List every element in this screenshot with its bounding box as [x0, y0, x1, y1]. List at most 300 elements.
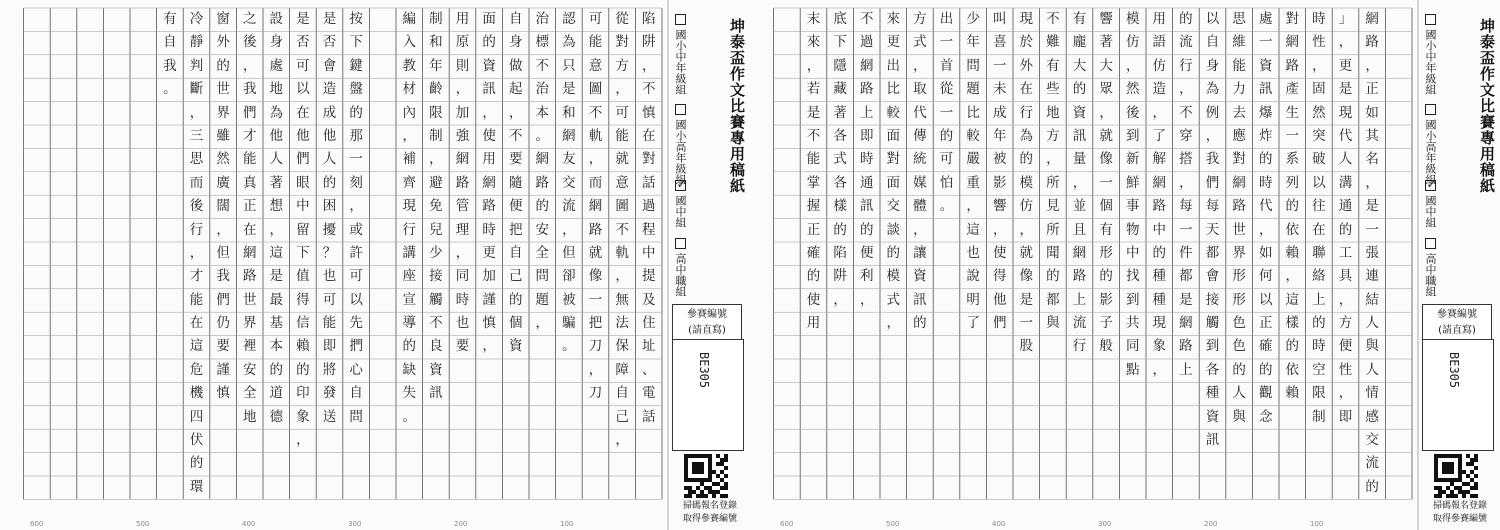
handwritten-character: 斷	[189, 81, 204, 98]
handwritten-character: ，	[562, 221, 576, 238]
handwritten-character: 所	[1046, 221, 1060, 238]
handwritten-character: 管	[455, 198, 470, 215]
handwritten-character: 地	[269, 81, 284, 98]
handwritten-character: 路	[1285, 57, 1300, 74]
handwritten-character: 的	[1232, 361, 1246, 378]
handwritten-character: 設	[269, 11, 284, 27]
handwritten-character: 的	[1152, 244, 1167, 261]
essay-column	[184, 8, 210, 499]
handwritten-character: 一	[1365, 221, 1379, 238]
handwritten-character: 接	[1205, 291, 1220, 308]
handwritten-character: 媒	[913, 174, 927, 191]
handwritten-character: 較	[886, 104, 901, 121]
essay-column	[827, 8, 853, 312]
handwritten-character: 與	[1365, 338, 1379, 355]
handwritten-character: 樣	[833, 198, 847, 215]
handwritten-character: 治	[535, 81, 550, 98]
handwritten-character: 去	[1232, 104, 1246, 121]
handwritten-character: 三	[189, 127, 204, 144]
handwritten-character: 未	[992, 81, 1007, 98]
handwritten-character: 理	[455, 221, 470, 238]
handwritten-character: 通	[859, 174, 874, 191]
handwritten-character: 掌	[806, 174, 821, 191]
checkbox-icon	[1425, 14, 1436, 25]
handwritten-character: 產	[1285, 81, 1300, 98]
handwritten-character: 網	[482, 174, 496, 191]
handwritten-character: 良	[429, 338, 443, 355]
handwritten-character: 龐	[1072, 34, 1087, 51]
handwritten-character: 一	[349, 151, 363, 168]
ruler-mark: 100	[1310, 520, 1324, 528]
sheet-header	[1422, 4, 1498, 526]
handwritten-character: 資	[1258, 57, 1273, 74]
handwritten-character: 擾	[322, 221, 337, 238]
handwritten-character: 。	[402, 408, 417, 425]
essay-column	[907, 8, 933, 335]
handwritten-character: 工	[1338, 244, 1353, 261]
handwritten-character: 制	[429, 127, 443, 144]
handwritten-character: 強	[455, 127, 470, 144]
category-option: 高中職組	[672, 238, 688, 297]
handwritten-character: 與	[1232, 408, 1246, 425]
handwritten-character: 量	[1072, 151, 1087, 168]
handwritten-character: 裡	[242, 338, 257, 355]
handwritten-character: 限	[429, 104, 443, 121]
handwritten-character: 的	[1338, 221, 1353, 238]
handwritten-character: 印	[296, 385, 310, 402]
handwritten-character: 突	[1312, 127, 1326, 144]
category-option: 國小高年級組	[672, 104, 688, 185]
handwritten-character: 爆	[1258, 104, 1273, 121]
handwritten-character: 便	[1338, 338, 1353, 355]
handwritten-character: 用	[482, 151, 496, 168]
handwritten-character: ，	[588, 361, 603, 378]
handwritten-character: ，	[1205, 127, 1220, 144]
handwritten-character: 來	[806, 34, 821, 51]
handwritten-character: 聯	[1312, 244, 1326, 261]
handwritten-character: 列	[1285, 174, 1300, 191]
handwritten-character: 握	[806, 198, 821, 215]
handwritten-character: 正	[242, 198, 257, 215]
essay-column	[529, 8, 555, 335]
essay-column	[317, 8, 343, 429]
handwritten-character: 能	[615, 127, 629, 144]
handwritten-character: 的	[482, 34, 496, 51]
handwritten-character: 交	[562, 174, 576, 191]
handwritten-character: 中	[1152, 221, 1167, 238]
handwritten-character: 面	[886, 174, 901, 191]
handwritten-character: 友	[562, 151, 576, 168]
handwritten-character: 問	[349, 408, 363, 425]
handwritten-character: 用	[455, 11, 470, 27]
handwritten-character: 一	[1258, 34, 1273, 51]
handwritten-character: 有	[1046, 57, 1060, 74]
handwritten-character: 出	[939, 11, 954, 27]
handwritten-character: ，	[1152, 361, 1167, 378]
handwritten-character: 送	[322, 408, 337, 425]
handwritten-character: 認	[562, 11, 576, 27]
handwritten-character: 上	[1179, 361, 1193, 378]
handwritten-character: 具	[1338, 268, 1353, 285]
handwritten-character: 這	[1285, 291, 1300, 308]
handwritten-character: 影	[992, 174, 1007, 191]
handwritten-character: 往	[1312, 198, 1326, 215]
handwritten-character: 以	[1205, 11, 1220, 27]
handwritten-character: 講	[402, 244, 417, 261]
handwritten-character: 界	[242, 315, 257, 332]
handwritten-character: 流	[1072, 315, 1087, 332]
handwritten-character: 慎	[641, 104, 656, 121]
essay-column	[1013, 8, 1039, 359]
handwritten-character: 將	[322, 361, 337, 378]
handwritten-character: 我	[242, 81, 257, 98]
handwritten-character: 提	[641, 268, 656, 285]
handwritten-character: 路	[1179, 338, 1193, 355]
handwritten-character: ，	[189, 244, 204, 261]
handwritten-character: 慎	[482, 315, 496, 332]
handwritten-character: 過	[859, 34, 874, 51]
entry-number-handwritten: BE305	[1447, 352, 1461, 389]
handwritten-character: 的	[806, 268, 821, 285]
handwritten-character: 資	[1205, 408, 1220, 425]
handwritten-character: 名	[1365, 151, 1379, 168]
handwritten-character: ，	[349, 198, 363, 215]
checkbox-icon	[1425, 104, 1436, 115]
essay-column	[1333, 8, 1359, 429]
handwritten-character: 每	[1179, 198, 1193, 215]
handwritten-character: 或	[349, 221, 363, 238]
handwritten-character: 制	[1312, 408, 1326, 425]
handwritten-character: 資	[429, 361, 443, 378]
handwritten-character: 生	[1285, 104, 1300, 121]
handwritten-character: 正	[1258, 315, 1273, 332]
handwritten-character: 和	[429, 34, 443, 51]
handwritten-character: 的	[1312, 315, 1326, 332]
handwritten-character: 較	[966, 127, 980, 144]
handwritten-character: 才	[242, 127, 257, 144]
handwritten-character: 他	[269, 127, 284, 144]
handwritten-character: 共	[1125, 315, 1140, 332]
handwritten-character: 子	[1099, 315, 1113, 332]
handwritten-character: 大	[1099, 57, 1113, 74]
handwritten-character: 性	[1338, 361, 1353, 378]
handwritten-character: 一	[1099, 174, 1113, 191]
entry-number-label: 參賽編號 (請直寫)	[672, 304, 742, 340]
handwritten-character: 找	[1125, 268, 1140, 285]
handwritten-character: ，	[508, 104, 523, 121]
essay-column	[1146, 8, 1172, 382]
handwritten-character: 感	[1365, 408, 1379, 425]
handwritten-character: 網	[242, 244, 257, 261]
handwritten-character: 路	[1232, 198, 1246, 215]
handwritten-character: 並	[1072, 198, 1087, 215]
handwritten-character: 體	[913, 198, 927, 215]
handwritten-character: 也	[322, 268, 337, 285]
handwritten-character: 而	[189, 174, 204, 191]
handwritten-character: ？	[322, 244, 337, 261]
handwritten-character: 代	[1258, 198, 1273, 215]
handwritten-character: 的	[1099, 268, 1113, 285]
handwritten-character: 中	[1125, 244, 1140, 261]
handwritten-character: 在	[1019, 81, 1034, 98]
handwritten-character: 網	[1179, 315, 1193, 332]
handwritten-character: 中	[296, 198, 310, 215]
handwritten-character: 色	[1232, 338, 1246, 355]
category-option: ✓ 國中組	[1422, 180, 1438, 228]
handwritten-character: 觸	[1205, 315, 1220, 332]
handwritten-character: 後	[189, 198, 204, 215]
handwritten-character: 隨	[508, 174, 523, 191]
handwritten-character: 資	[482, 57, 496, 74]
handwritten-character: 面	[482, 11, 496, 27]
handwritten-character: 正	[1365, 81, 1379, 98]
handwritten-character: 行	[1179, 57, 1193, 74]
handwritten-character: 全	[535, 244, 550, 261]
handwritten-character: ，	[1365, 174, 1379, 191]
handwritten-character: 話	[641, 174, 656, 191]
handwritten-character: 以	[1312, 174, 1326, 191]
handwritten-character: 年	[966, 34, 980, 51]
checked-checkbox-icon	[675, 180, 686, 191]
handwritten-character: 他	[296, 127, 310, 144]
handwritten-character: 觸	[429, 291, 443, 308]
handwritten-character: 方	[615, 57, 629, 74]
handwritten-character: 造	[322, 81, 337, 98]
handwritten-character: 解	[1152, 151, 1167, 168]
handwritten-character: 先	[349, 315, 363, 332]
handwritten-character: 的	[322, 174, 337, 191]
handwritten-character: 我	[1205, 151, 1220, 168]
handwritten-character: 有	[163, 11, 177, 27]
handwritten-character: 成	[322, 104, 337, 121]
handwritten-character: 固	[1312, 81, 1326, 98]
handwritten-character: 人	[1232, 385, 1246, 402]
handwritten-character: 內	[402, 104, 417, 121]
handwritten-character: 流	[562, 198, 576, 215]
handwritten-character: 值	[296, 268, 310, 285]
handwritten-character: 且	[1072, 221, 1087, 238]
handwritten-character: 是	[562, 81, 576, 98]
handwritten-character: 資	[508, 338, 523, 355]
handwritten-character: 的	[1179, 11, 1193, 27]
handwritten-character: 電	[641, 385, 656, 402]
handwritten-character: 可	[615, 104, 629, 121]
handwritten-character: 一	[1285, 127, 1300, 144]
handwritten-character: 齡	[429, 81, 443, 98]
handwritten-character: 成	[992, 104, 1007, 121]
handwritten-character: 的	[886, 244, 901, 261]
handwritten-character: 喜	[992, 34, 1007, 51]
handwritten-character: 對	[1232, 151, 1246, 168]
handwritten-character: 造	[1152, 81, 1167, 98]
handwritten-character: 外	[216, 34, 230, 51]
handwritten-character: 刀	[588, 338, 603, 355]
handwritten-character: 有	[1099, 221, 1113, 238]
handwritten-character: 安	[242, 361, 257, 378]
category-option: 高中職組	[1422, 238, 1438, 297]
handwritten-character: 世	[216, 81, 230, 98]
handwritten-character: 宣	[402, 291, 417, 308]
handwritten-character: ，	[402, 127, 417, 144]
essay-column	[1093, 8, 1119, 359]
handwritten-character: 行	[1019, 104, 1034, 121]
handwritten-character: 語	[1152, 34, 1167, 51]
handwritten-character: 訊	[1258, 81, 1273, 98]
entry-number-box	[1422, 339, 1494, 451]
handwritten-character: 用	[806, 315, 821, 332]
handwritten-character: ，	[615, 268, 629, 285]
qr-caption: 掃碼報名登錄 取得參賽編號	[682, 501, 737, 524]
handwritten-character: 德	[269, 408, 284, 425]
handwritten-character: ，	[1152, 104, 1167, 121]
handwritten-character: ，	[216, 221, 230, 238]
handwritten-character: 路	[535, 174, 550, 191]
essay-column	[290, 8, 316, 452]
handwritten-character: 無	[615, 291, 629, 308]
handwritten-character: 更	[886, 34, 901, 51]
handwritten-character: 齊	[402, 174, 417, 191]
handwritten-character: 環	[189, 478, 204, 495]
handwritten-character: 。	[939, 198, 954, 215]
handwritten-character: 溝	[1338, 174, 1353, 191]
handwritten-character: 眾	[1099, 81, 1113, 98]
handwritten-character: 張	[1365, 244, 1379, 261]
ruler-mark: 300	[1098, 520, 1112, 528]
handwritten-character: ，	[588, 151, 603, 168]
handwritten-character: 是	[1179, 291, 1193, 308]
handwritten-character: 不	[859, 11, 874, 27]
handwritten-character: 不	[588, 104, 603, 121]
handwritten-character: 就	[1099, 127, 1113, 144]
essay-column	[1359, 8, 1385, 499]
handwritten-character: 的	[1072, 81, 1087, 98]
handwritten-character: 般	[1099, 338, 1113, 355]
handwritten-character: 一	[1179, 221, 1193, 238]
handwritten-character: 。	[562, 338, 576, 355]
handwritten-character: 導	[402, 315, 417, 332]
handwritten-character: 制	[429, 11, 443, 27]
handwritten-character: ，	[455, 81, 470, 98]
handwritten-character: 要	[455, 338, 470, 355]
handwritten-character: 我	[163, 57, 177, 74]
handwritten-character: 點	[1125, 361, 1140, 378]
handwritten-character: 賴	[1285, 385, 1300, 402]
handwritten-character: 思	[1232, 11, 1246, 27]
handwritten-character: 的	[833, 221, 847, 238]
handwritten-character: 留	[296, 221, 310, 238]
handwritten-character: 不	[508, 127, 523, 144]
handwritten-character: 見	[1046, 198, 1060, 215]
handwritten-character: 加	[482, 268, 496, 285]
handwritten-character: 可	[588, 11, 603, 27]
handwritten-character: 題	[966, 81, 980, 98]
essay-column	[1253, 8, 1279, 429]
handwritten-character: 網	[455, 151, 470, 168]
handwritten-character: 上	[1072, 291, 1087, 308]
handwritten-character: ，	[1365, 57, 1379, 74]
handwritten-character: 從	[939, 81, 954, 98]
handwritten-character: 訊	[429, 385, 443, 402]
handwritten-character: 一	[939, 104, 954, 121]
handwritten-character: 冷	[189, 11, 204, 27]
handwritten-character: 缺	[402, 361, 417, 378]
handwritten-character: 確	[1258, 338, 1273, 355]
handwritten-character: 應	[1232, 127, 1246, 144]
handwritten-character: ，	[886, 315, 901, 332]
ruler-mark: 400	[242, 520, 256, 528]
handwritten-character: 種	[1205, 385, 1220, 402]
checkbox-icon	[675, 14, 686, 25]
handwritten-character: 形	[1099, 244, 1113, 261]
handwritten-character: 中	[641, 244, 656, 261]
handwritten-character: 他	[992, 291, 1007, 308]
handwritten-character: 讓	[913, 244, 927, 261]
handwritten-character: 起	[508, 81, 523, 98]
handwritten-character: 基	[269, 315, 284, 332]
handwritten-character: 話	[641, 408, 656, 425]
handwritten-character: 不	[1046, 11, 1060, 27]
handwritten-character: 問	[535, 268, 550, 285]
handwritten-character: 是	[1338, 81, 1353, 98]
handwritten-character: 可	[349, 268, 363, 285]
ruler-mark: 400	[992, 520, 1006, 528]
handwritten-character: 地	[1046, 104, 1060, 121]
handwritten-character: 使	[482, 127, 496, 144]
handwritten-character: 其	[1365, 127, 1379, 144]
handwritten-character: 能	[242, 151, 257, 168]
handwritten-character: 人	[1365, 361, 1379, 378]
handwritten-character: 事	[1125, 198, 1140, 215]
handwritten-character: 原	[455, 34, 470, 51]
handwritten-character: 觀	[1258, 385, 1273, 402]
handwritten-character: 能	[189, 291, 204, 308]
handwritten-character: 身	[508, 34, 523, 51]
handwritten-character: 行	[402, 221, 417, 238]
handwritten-character: 自	[508, 244, 523, 261]
essay-column	[636, 8, 662, 429]
handwritten-character: 首	[939, 57, 954, 74]
handwritten-character: 能	[588, 34, 603, 51]
handwritten-character: 依	[1285, 221, 1300, 238]
handwritten-character: 免	[429, 198, 443, 215]
handwritten-character: 即	[1338, 408, 1353, 425]
handwritten-character: 是	[1019, 291, 1034, 308]
handwritten-character: 陷	[833, 244, 847, 261]
handwritten-character: 都	[1046, 291, 1060, 308]
handwritten-character: 不	[806, 127, 821, 144]
entry-number-handwritten: BE305	[697, 352, 711, 389]
handwritten-character: 刀	[588, 385, 603, 402]
handwritten-character: ，	[615, 81, 629, 98]
handwritten-character: ，	[859, 291, 874, 308]
handwritten-character: 式	[913, 34, 927, 51]
handwritten-character: 仿	[1125, 34, 1140, 51]
handwritten-character: ，	[1125, 57, 1140, 74]
handwritten-character: 模	[1019, 174, 1034, 191]
handwritten-character: 資	[913, 268, 927, 285]
handwritten-character: 更	[482, 244, 496, 261]
handwritten-character: 後	[1125, 104, 1140, 121]
handwritten-character: 訊	[482, 81, 496, 98]
handwritten-character: 明	[966, 291, 980, 308]
handwritten-character: 以	[349, 291, 363, 308]
handwritten-character: 便	[859, 244, 874, 261]
handwritten-character: 時	[1312, 338, 1326, 355]
handwritten-character: 色	[1232, 315, 1246, 332]
handwritten-character: 伏	[189, 432, 204, 449]
handwritten-character: 流	[1179, 34, 1193, 51]
handwritten-character: 個	[508, 315, 523, 332]
